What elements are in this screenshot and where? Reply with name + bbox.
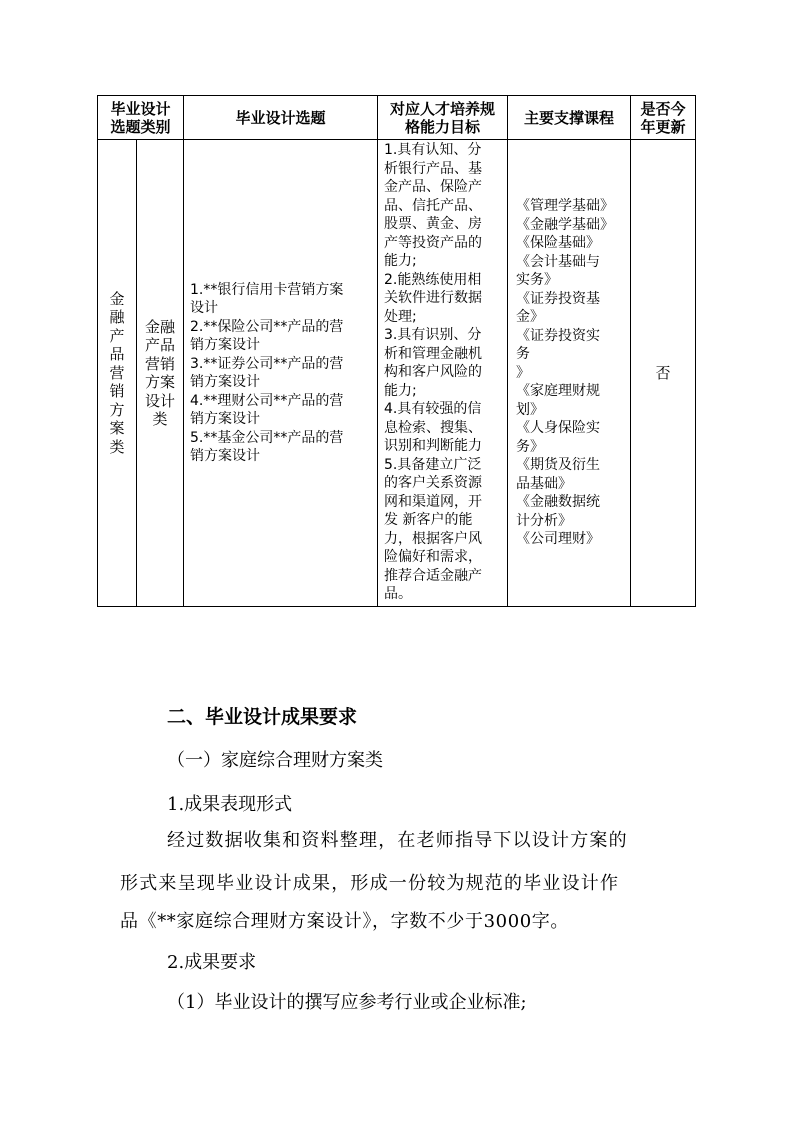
paragraph-line-2: 形式来呈现毕业设计成果，形成一份较为规范的毕业设计作: [120, 873, 620, 894]
vertical-text-line: 方: [109, 400, 125, 419]
vertical-text-line: 产品: [145, 336, 176, 354]
vertical-text-line: 营: [109, 363, 125, 382]
vertical-text-line: 产: [109, 326, 125, 345]
subcategory-text: [137, 318, 183, 429]
vertical-text-line: 金融: [145, 317, 176, 336]
table-row: [98, 140, 696, 607]
section-heading: 二、毕业设计成果要求: [167, 706, 358, 728]
vertical-text-line: 案: [109, 419, 125, 438]
vertical-text-line: 类: [109, 437, 125, 456]
updated-cell: [631, 140, 696, 607]
vertical-text-line: 设计: [145, 391, 176, 410]
vertical-text-line: 融: [109, 308, 125, 327]
requirement-item-1: （1）毕业设计的撰写应参考行业或企业标准;: [167, 992, 527, 1013]
category-cell: [98, 140, 137, 607]
courses-text: 《管理学基础》 《金融学基础》 《保险基础》 《会计基础与 实务》 《证券投资基 金》 《证券投资实 务 》 《家庭理财规 划》 《人身保险实 务》 《期货及衍生 品基础》 《金融数据统 计分析》 《公司理财》: [516, 198, 615, 548]
subcategory-cell: [137, 140, 184, 607]
header-courses: 主要支撑课程: [508, 96, 631, 140]
project-topics-table: [97, 95, 696, 607]
vertical-text-line: 营销: [145, 354, 176, 373]
header-topic: 毕业设计选题: [184, 96, 378, 140]
paragraph-line-3: 品《**家庭综合理财方案设计》，字数不少于3000字。: [120, 911, 570, 932]
header-updated: 是否今 年更新: [631, 96, 696, 140]
table-header-row: [98, 96, 696, 140]
category-text: [98, 290, 136, 457]
header-category: 毕业设计 选题类别: [98, 96, 184, 140]
item-title-requirements: 2.成果要求: [167, 952, 257, 973]
vertical-text-line: 类: [152, 410, 168, 428]
topics-text: 1.**银行信用卡营销方案 设计 2.**保险公司**产品的营 销方案设计 3.**证券公司**产品的营 销方案设计 4.**理财公司**产品的营 销方案设计 5.**基金公司**产品的营 销方案设计: [190, 281, 344, 464]
header-ability-target: 对应人才培养规 格能力目标: [378, 96, 508, 140]
item-title-form: 1.成果表现形式: [167, 794, 293, 815]
abilities-text: 1.具有认知、分 析银行产品、基 金产品、保险产 品、信托产品、 股票、黄金、房 产等投资产品的 能力; 2.能熟练使用相 关软件进行数据 处理; 3.具有识别、分 析和管理金融机 构和客户风险的 能力; 4.具有较强的信 息检索、搜集、 识别和判断能力 5.具备建立广泛 的客户关系资源 网和渠道网，开 发 新客户的能 力，根据客户风 险偏好和需求， 推荐合适金融产 品。: [384, 142, 483, 602]
vertical-text-line: 方案: [145, 373, 176, 391]
topics-cell: [184, 140, 378, 607]
vertical-text-line: 销: [109, 382, 125, 401]
subsection-title: （一）家庭综合理财方案类: [167, 750, 383, 771]
vertical-text-line: 品: [109, 345, 125, 364]
abilities-cell: [378, 140, 508, 607]
updated-value: 否: [655, 363, 671, 382]
vertical-text-line: 金: [109, 289, 125, 308]
paragraph-line-1: 经过数据收集和资料整理，在老师指导下以设计方案的: [167, 830, 628, 851]
courses-cell: [508, 140, 631, 607]
